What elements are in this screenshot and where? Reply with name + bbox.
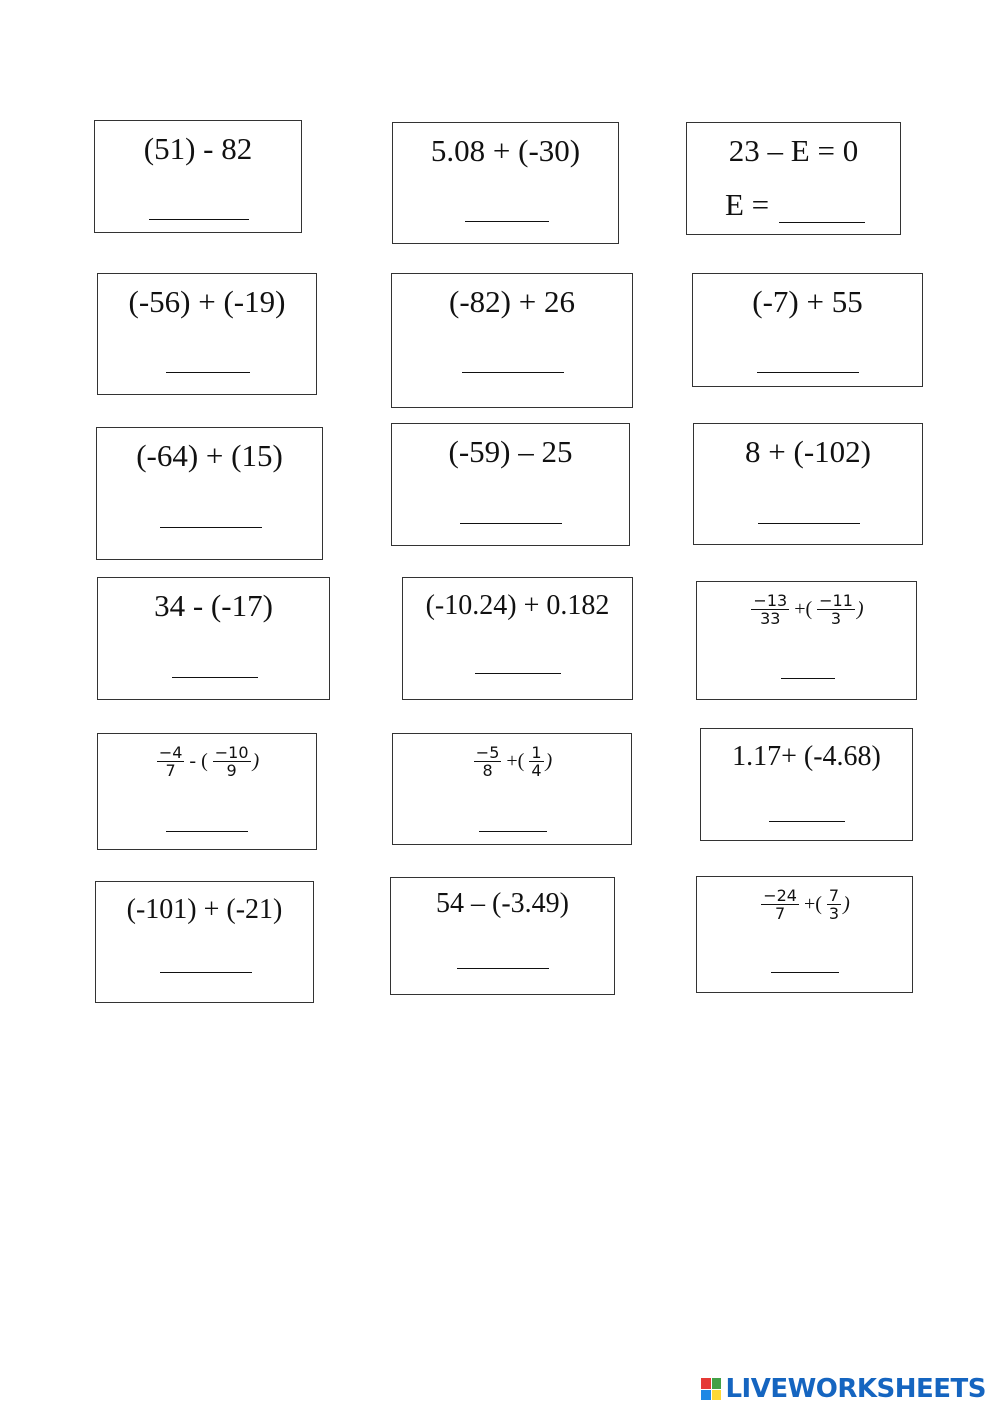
exercise-expression: (-59) – 25 [448,434,573,469]
fraction: $\frac{-11}{3}$ [819,591,853,628]
answer-blank[interactable] [462,372,564,373]
exercise-card-1 [94,120,302,233]
exercise-card-11 [402,577,633,700]
exercise-card-15 [700,728,913,841]
answer-blank[interactable] [779,222,865,223]
answer-blank[interactable] [757,372,859,373]
logo-square-green [712,1378,722,1389]
exercise-expression: $\frac{-13}{33}$ +( $\frac{-11}{3}$ ) [753,591,864,628]
answer-blank[interactable] [475,673,561,674]
exercise-card-13 [97,733,317,850]
exercise-expression: 5.08 + (-30) [430,133,581,168]
fraction: $\frac{-5}{8}$ [475,743,500,780]
exercise-card-18 [696,876,913,993]
answer-blank[interactable] [771,972,839,973]
logo-text: LIVEWORKSHEETS [725,1374,986,1404]
exercise-expression: 1.17+ (-4.68) [732,741,881,772]
answer-blank[interactable] [460,523,562,524]
exercise-card-12 [696,581,917,700]
fraction: $\frac{-13}{33}$ [753,591,788,628]
exercise-expression: (51) - 82 [143,131,253,166]
fraction: $\frac{-4}{7}$ [158,743,183,780]
logo-square-red [701,1378,711,1389]
exercise-expression: 34 - (-17) [154,588,273,623]
exercise-expression: (-7) + 55 [752,284,863,319]
exercise-card-2 [392,122,619,244]
equation-line: 23 – E = 0 [728,133,859,168]
fraction: $\frac{7}{3}$ [828,886,840,923]
equation-answer-label: E = [725,187,770,222]
logo-square-blue [701,1390,711,1401]
fraction: $\frac{1}{4}$ [531,743,542,780]
exercise-expression: 8 + (-102) [745,434,871,469]
answer-blank[interactable] [160,972,252,973]
answer-blank[interactable] [479,831,547,832]
answer-blank[interactable] [160,527,262,528]
exercise-card-6 [692,273,923,387]
exercise-card-7 [96,427,323,560]
answer-blank[interactable] [465,221,549,222]
exercise-expression: (-64) + (15) [136,438,283,473]
answer-blank[interactable] [149,219,249,220]
exercise-card-16 [95,881,314,1003]
fraction: $\frac{-24}{7}$ [763,886,797,923]
liveworksheets-logo [701,1374,986,1404]
exercise-card-8 [391,423,630,546]
exercise-expression: (-82) + 26 [449,284,575,319]
answer-blank[interactable] [457,968,549,969]
logo-square-yellow [712,1390,722,1401]
exercise-expression: $\frac{-5}{8}$ +( $\frac{1}{4}$ ) [475,743,553,780]
answer-blank[interactable] [758,523,860,524]
exercise-expression: (-101) + (-21) [126,894,283,925]
answer-blank[interactable] [166,372,250,373]
exercise-card-3 [686,122,901,235]
exercise-card-4 [97,273,317,395]
exercise-expression: 54 – (-3.49) [436,888,569,919]
equation-answer-line [725,187,769,223]
answer-blank[interactable] [172,677,258,678]
exercise-expression: (-10.24) + 0.182 [425,590,610,621]
exercise-card-10 [97,577,330,700]
exercise-card-9 [693,423,923,545]
exercise-card-5 [391,273,633,408]
answer-blank[interactable] [781,678,835,679]
fraction: $\frac{-10}{9}$ [214,743,249,780]
exercise-expression: (-56) + (-19) [128,284,286,319]
exercise-card-17 [390,877,615,995]
exercise-expression: $\frac{-4}{7}$ - ( $\frac{-10}{9}$ ) [158,743,260,780]
logo-icon [701,1378,721,1400]
answer-blank[interactable] [769,821,845,822]
exercise-expression: $\frac{-24}{7}$ +( $\frac{7}{3}$ ) [763,886,850,923]
exercise-card-14 [392,733,632,845]
answer-blank[interactable] [166,831,248,832]
